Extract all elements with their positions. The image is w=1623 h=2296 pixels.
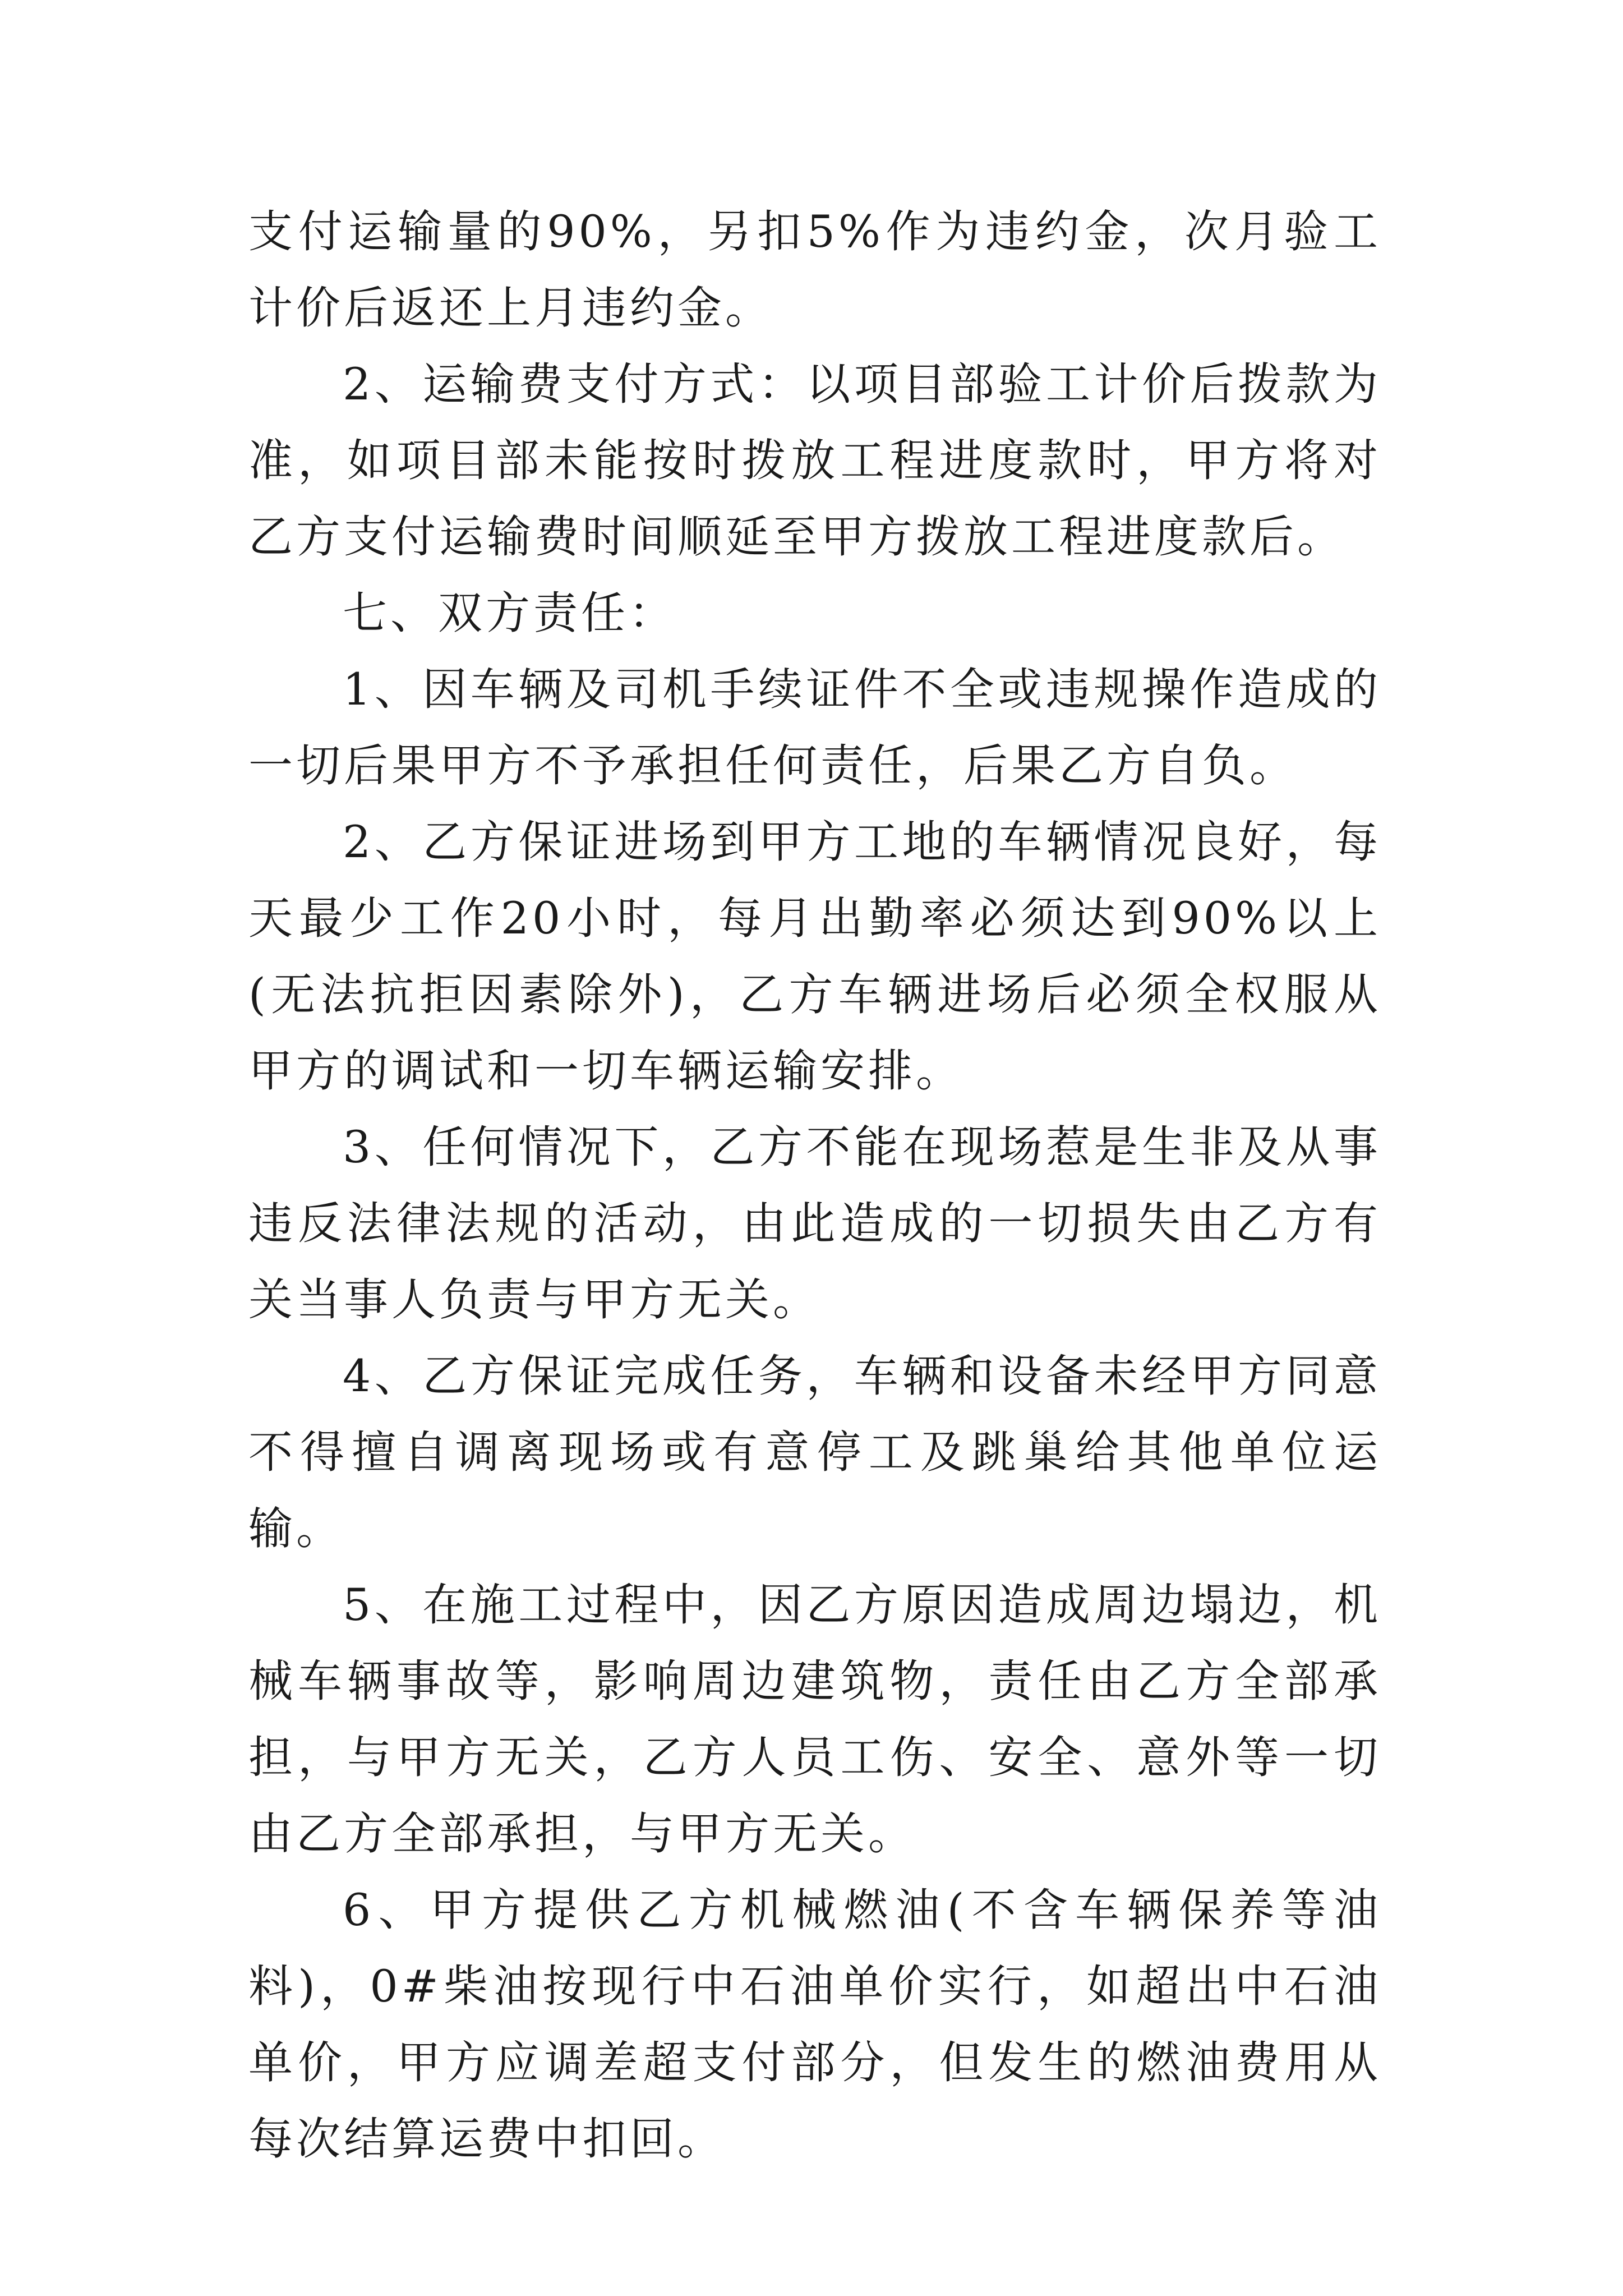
paragraph-clause-4: 4、乙方保证完成任务，车辆和设备未经甲方同意不得擅自调离现场或有意停工及跳巢给其他单位运输。 — [248, 1350, 1381, 1554]
paragraph-payment-continued: 支付运输量的90%，另扣5%作为违约金，次月验工计价后返还上月违约金。 — [248, 206, 1381, 334]
paragraph-clause-6: 6、甲方提供乙方机械燃油(不含车辆保养等油料)，0#柴油按现行中石油单价实行，如超出中石油单价，甲方应调差超支付部分，但发生的燃油费用从每次结算运费中扣回。 — [248, 1884, 1381, 2165]
document-body — [248, 194, 1381, 2177]
section-heading-responsibilities: 七、双方责任： — [343, 587, 676, 639]
paragraph-payment-method: 2、运输费支付方式：以项目部验工计价后拨款为准，如项目部未能按时拨放工程进度款时，甲方将对乙方支付运输费时间顺延至甲方拨放工程进度款后。 — [248, 358, 1381, 563]
paragraph-clause-1: 1、因车辆及司机手续证件不全或违规操作造成的一切后果甲方不予承担任何责任，后果乙方自负。 — [248, 664, 1381, 792]
paragraph-clause-2: 2、乙方保证进场到甲方工地的车辆情况良好，每天最少工作20小时，每月出勤率必须达到90%以上(无法抗拒因素除外)，乙方车辆进场后必须全权服从甲方的调试和一切车辆运输安排。 — [248, 816, 1381, 1097]
paragraph-clause-3: 3、任何情况下，乙方不能在现场惹是生非及从事违反法律法规的活动，由此造成的一切损失由乙方有关当事人负责与甲方无关。 — [248, 1121, 1381, 1326]
paragraph-clause-5: 5、在施工过程中，因乙方原因造成周边塌边，机械车辆事故等，影响周边建筑物，责任由乙方全部承担，与甲方无关，乙方人员工伤、安全、意外等一切由乙方全部承担，与甲方无关。 — [248, 1579, 1381, 1860]
